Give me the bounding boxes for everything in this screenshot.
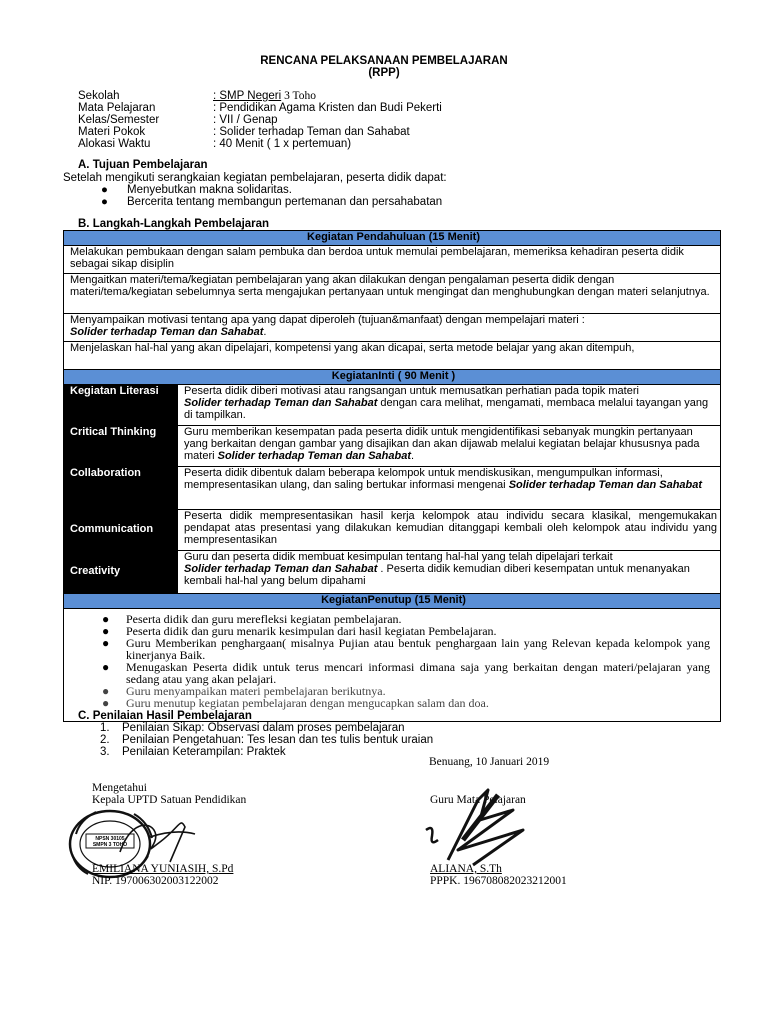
assessment-item bbox=[100, 746, 286, 758]
identity-label: Kelas/Semester bbox=[78, 114, 160, 126]
bullet-icon: ● bbox=[102, 624, 110, 638]
motivasi-text: Menyampaikan motivasi tentang apa yang dapat diperoleh (tujuan&manfaat) dengan mempelajari materi : bbox=[70, 314, 585, 326]
identity-label: Sekolah bbox=[78, 90, 120, 102]
assessment-text: Penilaian Keterampilan: Praktek bbox=[122, 746, 286, 758]
identity-label: Mata Pelajaran bbox=[78, 102, 156, 114]
motivasi-topic: Solider terhadap Teman dan Sahabat bbox=[70, 326, 264, 338]
assessment-num: 1. bbox=[100, 722, 110, 734]
pendahuluan-row bbox=[64, 274, 721, 314]
identity-row-school bbox=[78, 90, 316, 102]
assessment-num: 3. bbox=[100, 746, 110, 758]
pendahuluan-row bbox=[64, 246, 721, 274]
inti-text-part: Guru dan peserta didik membuat kesimpulan tentang hal-hal yang telah dipelajari terkait bbox=[184, 551, 613, 563]
identity-label: Alokasi Waktu bbox=[78, 138, 151, 150]
right-sign-title: Guru Mata Pelajaran bbox=[430, 794, 526, 806]
inti-topic: Solider terhadap Teman dan Sahabat bbox=[184, 563, 378, 575]
identity-value: : Solider terhadap Teman dan Sahabat bbox=[213, 126, 410, 138]
identity-value: : SMP Negeri bbox=[213, 90, 282, 102]
assessment-text: Penilaian Sikap: Observasi dalam proses pembelajaran bbox=[122, 722, 405, 734]
stamp-text: NPSN 30105 bbox=[95, 836, 125, 842]
inti-row-creativity bbox=[64, 551, 721, 594]
inti-text: Peserta didik mempresentasikan hasil kerja kelompok atau individu secara klasikal, mengemukakan pendapat atas presentasi yang dilakukan kemudian ditanggapi kembali oleh kelompok atau individu yang mempresentasikan bbox=[178, 510, 721, 551]
inti-row-literasi bbox=[64, 385, 721, 426]
right-signer-nip: PPPK. 196708082023212001 bbox=[430, 875, 567, 887]
place-date: Benuang, 10 Januari 2019 bbox=[429, 756, 550, 768]
objective-text: Menyebutkan makna solidaritas. bbox=[127, 184, 292, 196]
penutup-text: Peserta didik dan guru merefleksi kegiatan pembelajaran. bbox=[126, 612, 402, 626]
section-a-intro: Setelah mengikuti serangkaian kegiatan pembelajaran, peserta didik dapat: bbox=[63, 172, 447, 184]
section-a-heading: A. Tujuan Pembelajaran bbox=[78, 159, 208, 171]
identity-value: : VII / Genap bbox=[213, 114, 278, 126]
pendahuluan-text: Menjelaskan hal-hal yang akan dipelajari, kompetensi yang akan dicapai, serta metode belajar yang akan ditempuh, bbox=[64, 342, 721, 370]
identity-row-subject bbox=[78, 102, 442, 114]
bullet-icon: ● bbox=[102, 696, 110, 710]
bullet-icon: ● bbox=[102, 636, 110, 650]
pendahuluan-text: Mengaitkan materi/tema/kegiatan pembelajaran yang akan dilakukan dengan pengalaman peserta didik dengan materi/tema/kegiatan sebelumnya serta mengajukan pertanyaan untuk mengingat dan menghubungkan dengan materi selanjutnya. bbox=[64, 274, 721, 314]
inti-label: Critical Thinking bbox=[64, 426, 178, 467]
inti-text bbox=[178, 467, 721, 510]
inti-text-part: Guru memberikan kesempatan pada peserta didik untuk mengidentifikasi sebanyak mungkin pertanyaan yang berkaitan dengan gambar yang disajikan dan akan dijawab melalui kegiatan belajar khususnya pada materi bbox=[184, 426, 700, 462]
penutup-item bbox=[102, 697, 710, 709]
inti-title: KegiatanInti ( 90 Menit ) bbox=[64, 370, 721, 385]
assessment-text: Penilaian Pengetahuan: Tes lesan dan tes tulis bentuk uraian bbox=[122, 734, 434, 746]
objective-item bbox=[101, 184, 292, 196]
inti-row-collab bbox=[64, 467, 721, 510]
inti-text-part: . Peserta didik kemudian diberi kesempatan untuk menanyakan kembali hal-hal yang belum dipahami bbox=[184, 563, 690, 587]
inti-header bbox=[64, 370, 721, 385]
inti-row-critical bbox=[64, 426, 721, 467]
penutup-row bbox=[64, 609, 721, 722]
identity-row-class bbox=[78, 114, 278, 126]
identity-label: Materi Pokok bbox=[78, 126, 146, 138]
inti-label: Creativity bbox=[64, 551, 178, 594]
identity-value-b: 3 Toho bbox=[281, 90, 316, 102]
inti-topic: Solider terhadap Teman dan Sahabat bbox=[184, 397, 378, 409]
identity-row-time bbox=[78, 138, 351, 150]
assessment-item bbox=[100, 734, 433, 746]
section-c-heading: C. Penilaian Hasil Pembelajaran bbox=[78, 710, 252, 722]
pendahuluan-text: Melakukan pembukaan dengan salam pembuka dan berdoa untuk memulai pembelajaran, memeriksa kehadiran peserta didik sebagai sikap disiplin bbox=[64, 246, 721, 274]
penutup-item bbox=[102, 661, 710, 685]
inti-label: Communication bbox=[64, 510, 178, 551]
stamp-text-2: SMPN 3 TOHO bbox=[92, 842, 128, 848]
assessment-num: 2. bbox=[100, 734, 110, 746]
penutup-text: Guru menyampaikan materi pembelajaran berikutnya. bbox=[126, 684, 386, 698]
identity-value: : 40 Menit ( 1 x pertemuan) bbox=[213, 138, 352, 150]
penutup-text: Guru Memberikan penghargaan( misalnya Pujian atau bentuk penghargaan lain yang Relevan kepada kelompok yang kinerjanya Baik. bbox=[126, 636, 710, 662]
inti-text-part: . bbox=[410, 450, 415, 462]
inti-topic: Solider terhadap Teman dan Sahabat bbox=[217, 450, 411, 462]
left-signer-nip: NIP. 197006302003122002 bbox=[92, 875, 219, 887]
inti-row-comm bbox=[64, 510, 721, 551]
penutup-header bbox=[64, 594, 721, 609]
inti-label: Collaboration bbox=[64, 467, 178, 510]
doc-subtitle: (RPP) bbox=[368, 67, 400, 79]
right-signer-name: ALIANA, S.Th bbox=[430, 863, 502, 875]
inti-text bbox=[178, 426, 721, 467]
inti-text bbox=[178, 385, 721, 426]
motivasi-end: . bbox=[263, 326, 267, 338]
doc-title: RENCANA PELAKSANAAN PEMBELAJARAN bbox=[260, 55, 508, 67]
bullet-icon: ● bbox=[102, 684, 110, 698]
pendahuluan-title: Kegiatan Pendahuluan (15 Menit) bbox=[64, 231, 721, 246]
assessment-item bbox=[100, 722, 405, 734]
pendahuluan-row bbox=[64, 314, 721, 342]
pendahuluan-row bbox=[64, 342, 721, 370]
learning-steps-table bbox=[63, 230, 721, 722]
pendahuluan-motivasi bbox=[64, 314, 721, 342]
penutup-text: Guru menutup kegiatan pembelajaran dengan mengucapkan salam dan doa. bbox=[126, 696, 489, 710]
bullet-icon: ● bbox=[101, 184, 108, 196]
penutup-title: KegiatanPenutup (15 Menit) bbox=[64, 594, 721, 609]
inti-label: Kegiatan Literasi bbox=[64, 385, 178, 426]
objective-text: Bercerita tentang membangun pertemanan dan persahabatan bbox=[127, 196, 443, 208]
bullet-icon: ● bbox=[102, 660, 110, 674]
penutup-text: Peserta didik dan guru menarik kesimpulan dari hasil kegiatan Pembelajaran. bbox=[126, 624, 497, 638]
bullet-icon: ● bbox=[102, 612, 110, 626]
pendahuluan-header bbox=[64, 231, 721, 246]
penutup-list bbox=[64, 609, 721, 722]
inti-topic: Solider terhadap Teman dan Sahabat bbox=[508, 479, 703, 491]
left-sign-line2: Kepala UPTD Satuan Pendidikan bbox=[92, 794, 247, 806]
left-sign-line1: Mengetahui bbox=[92, 782, 147, 794]
section-b-heading: B. Langkah-Langkah Pembelajaran bbox=[78, 218, 270, 230]
inti-text-part: Peserta didik diberi motivasi atau rangsangan untuk memusatkan perhatian pada topik materi bbox=[184, 385, 639, 397]
identity-value: : Pendidikan Agama Kristen dan Budi Pekerti bbox=[213, 102, 442, 114]
penutup-text: Menugaskan Peserta didik untuk terus mencari informasi dimana saja yang berkaitan dengan materi/pelajaran yang sedang atau yang akan pelajari. bbox=[126, 660, 710, 686]
identity-row-topic bbox=[78, 126, 410, 138]
left-signer-name: EMILIANA YUNIASIH, S.Pd bbox=[92, 863, 234, 875]
objective-item bbox=[101, 196, 442, 208]
inti-text-part: dengan cara melihat, mengamati, membaca melalui tayangan yang di tampilkan. bbox=[184, 397, 709, 421]
inti-text-part: Peserta didik dibentuk dalam beberapa kelompok untuk mendiskusikan, mengumpulkan informasi, mempresentasikan ulang, dan saling bertukar informasi mengenai bbox=[184, 467, 663, 491]
penutup-item bbox=[102, 637, 710, 661]
bullet-icon: ● bbox=[101, 196, 108, 208]
inti-text bbox=[178, 551, 721, 594]
